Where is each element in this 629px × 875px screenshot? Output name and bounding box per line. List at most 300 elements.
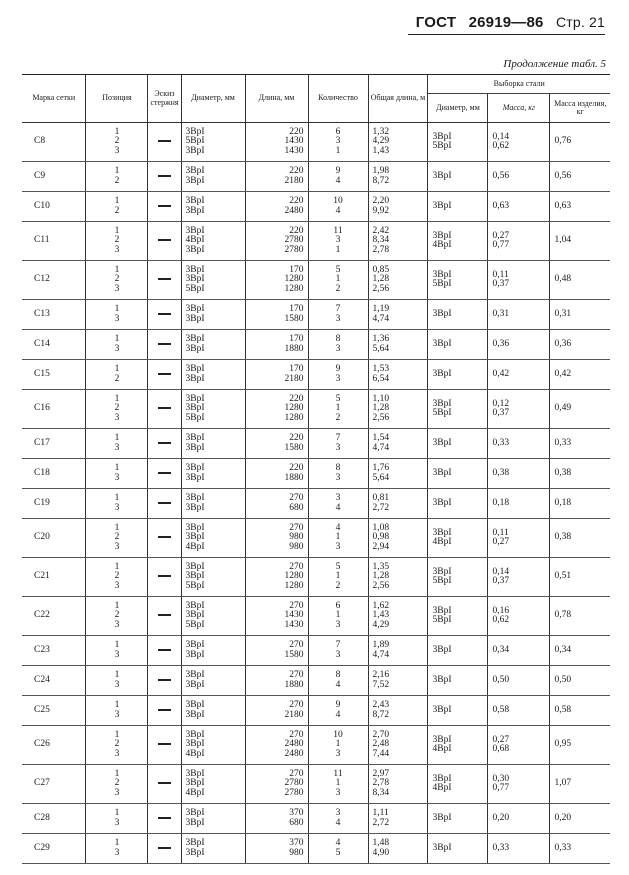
lengths-value: 270 bbox=[289, 522, 304, 533]
steel-masses-value: 0,27 bbox=[492, 537, 510, 547]
table-row bbox=[22, 726, 610, 765]
diameters-value: 3ВрI bbox=[185, 778, 205, 789]
positions-value: 3 bbox=[114, 541, 120, 552]
lengths-value: 1430 bbox=[284, 610, 304, 621]
total-lengths-value: 1,35 bbox=[372, 561, 390, 572]
steel-masses-value: 0,11 bbox=[492, 527, 509, 538]
product-mass: 0,38 bbox=[550, 459, 610, 489]
straight-rod-icon bbox=[158, 205, 171, 207]
lengths-value: 1280 bbox=[284, 403, 304, 414]
lengths bbox=[245, 558, 308, 597]
lengths-value: 1880 bbox=[284, 472, 304, 483]
quantities-value: 5 bbox=[335, 561, 341, 572]
diameters-value: 3ВрI bbox=[185, 126, 205, 137]
product-mass: 0,48 bbox=[550, 261, 610, 300]
table-row bbox=[22, 558, 610, 597]
steel-masses-value: 0,37 bbox=[492, 279, 510, 289]
steel-masses-value: 0,77 bbox=[492, 240, 510, 250]
steel-diameters bbox=[428, 390, 488, 429]
steel-masses-value: 0,62 bbox=[492, 615, 510, 625]
lengths-value: 220 bbox=[289, 225, 304, 236]
quantities bbox=[308, 558, 368, 597]
steel-masses-value: 0,37 bbox=[492, 576, 510, 586]
positions bbox=[86, 222, 148, 261]
table-row bbox=[22, 162, 610, 192]
positions-value: 1 bbox=[114, 768, 120, 779]
product-mass: 0,38 bbox=[550, 519, 610, 558]
lengths-value: 270 bbox=[289, 561, 304, 572]
product-mass: 1,04 bbox=[550, 222, 610, 261]
straight-rod-icon bbox=[158, 442, 171, 444]
diameters-value: 5ВрI bbox=[185, 580, 205, 591]
rod-sketch bbox=[148, 429, 181, 459]
steel-diameters bbox=[428, 123, 488, 162]
lengths-value: 370 bbox=[289, 808, 304, 818]
product-mass: 0,49 bbox=[550, 390, 610, 429]
total-lengths-value: 2,56 bbox=[372, 412, 390, 423]
product-mass: 0,18 bbox=[550, 489, 610, 519]
steel-diameters bbox=[428, 489, 488, 519]
positions-value: 2 bbox=[114, 136, 120, 147]
steel-masses bbox=[488, 123, 550, 162]
positions-value: 1 bbox=[114, 493, 120, 503]
col-steel-diameter: Диаметр, мм bbox=[428, 94, 488, 123]
diameters-value: 3ВрI bbox=[185, 196, 205, 206]
positions-value: 1 bbox=[114, 364, 120, 374]
total-lengths-value: 1,89 bbox=[372, 640, 390, 650]
positions bbox=[86, 261, 148, 300]
mesh-mark: С22 bbox=[22, 597, 86, 636]
diameters-value: 3ВрI bbox=[185, 640, 205, 650]
table-body bbox=[22, 123, 610, 864]
rod-sketch bbox=[148, 519, 181, 558]
diameters-value: 3ВрI bbox=[185, 739, 205, 750]
diameters-value: 3ВрI bbox=[185, 561, 205, 572]
positions-value: 1 bbox=[114, 433, 120, 443]
product-mass: 0,95 bbox=[550, 726, 610, 765]
total-lengths-value: 1,19 bbox=[372, 304, 390, 314]
steel-diameters-value: 3ВрI bbox=[432, 230, 452, 241]
steel-diameters-value: 4ВрI bbox=[432, 744, 452, 754]
total-lengths-value: 4,74 bbox=[372, 649, 390, 660]
rod-sketch bbox=[148, 558, 181, 597]
positions bbox=[86, 489, 148, 519]
quantities-value: 9 bbox=[335, 700, 341, 710]
lengths bbox=[245, 666, 308, 696]
quantities-value: 6 bbox=[335, 600, 341, 611]
quantities-value: 11 bbox=[333, 225, 343, 236]
total-lengths-value: 8,72 bbox=[372, 709, 390, 720]
quantities-value: 5 bbox=[335, 847, 341, 858]
quantities-value: 4 bbox=[335, 817, 341, 828]
quantities-value: 6 bbox=[335, 126, 341, 137]
col-steel-mass: Масса, кг bbox=[488, 94, 550, 123]
positions-value: 1 bbox=[114, 600, 120, 611]
product-mass: 0,58 bbox=[550, 696, 610, 726]
lengths bbox=[245, 162, 308, 192]
positions-value: 1 bbox=[114, 264, 120, 275]
total-lengths-value: 1,28 bbox=[372, 274, 390, 285]
quantities bbox=[308, 429, 368, 459]
lengths bbox=[245, 192, 308, 222]
diameters bbox=[181, 222, 245, 261]
positions-value: 1 bbox=[114, 640, 120, 650]
positions-value: 3 bbox=[114, 709, 120, 720]
positions bbox=[86, 804, 148, 834]
positions-value: 3 bbox=[114, 847, 120, 858]
diameters-value: 3ВрI bbox=[185, 205, 205, 216]
total-lengths-value: 0,85 bbox=[372, 264, 390, 275]
steel-diameters-value: 5ВрI bbox=[432, 615, 452, 625]
quantities bbox=[308, 123, 368, 162]
straight-rod-icon bbox=[158, 679, 171, 681]
lengths-value: 2180 bbox=[284, 175, 304, 186]
diameters-value: 3ВрI bbox=[185, 817, 205, 828]
total-lengths-value: 2,16 bbox=[372, 670, 390, 680]
steel-diameters-value: 3ВрI bbox=[432, 734, 452, 745]
total-lengths bbox=[368, 429, 428, 459]
positions-value: 2 bbox=[114, 274, 120, 285]
steel-diameters-value: 3ВрI bbox=[432, 269, 452, 280]
steel-masses bbox=[488, 390, 550, 429]
diameters bbox=[181, 300, 245, 330]
total-lengths-value: 1,62 bbox=[372, 600, 390, 611]
positions-value: 1 bbox=[114, 166, 120, 176]
total-lengths bbox=[368, 123, 428, 162]
lengths-value: 2180 bbox=[284, 709, 304, 720]
steel-diameters-value: 3ВрI bbox=[432, 467, 452, 478]
lengths bbox=[245, 123, 308, 162]
lengths bbox=[245, 300, 308, 330]
quantities bbox=[308, 489, 368, 519]
lengths-value: 220 bbox=[289, 166, 304, 176]
table-row bbox=[22, 459, 610, 489]
lengths bbox=[245, 636, 308, 666]
steel-masses bbox=[488, 459, 550, 489]
total-lengths-value: 2,56 bbox=[372, 283, 390, 294]
col-total-length: Общая длина, м bbox=[368, 75, 428, 123]
diameters-value: 3ВрI bbox=[185, 264, 205, 275]
quantities-value: 1 bbox=[335, 244, 341, 255]
product-mass: 0,50 bbox=[550, 666, 610, 696]
diameters-value: 3ВрI bbox=[185, 343, 205, 354]
lengths bbox=[245, 489, 308, 519]
diameters bbox=[181, 261, 245, 300]
quantities-value: 1 bbox=[335, 739, 341, 750]
diameters-value: 3ВрI bbox=[185, 808, 205, 818]
straight-rod-icon bbox=[158, 472, 171, 474]
lengths-value: 680 bbox=[289, 502, 304, 513]
quantities-value: 3 bbox=[335, 235, 341, 246]
total-lengths bbox=[368, 192, 428, 222]
mesh-mark: С20 bbox=[22, 519, 86, 558]
lengths-value: 980 bbox=[289, 847, 304, 858]
steel-masses-value: 0,36 bbox=[492, 338, 510, 349]
straight-rod-icon bbox=[158, 343, 171, 345]
diameters bbox=[181, 765, 245, 804]
steel-masses-value: 0,68 bbox=[492, 744, 510, 754]
diameters-value: 3ВрI bbox=[185, 463, 205, 473]
positions bbox=[86, 192, 148, 222]
positions-value: 3 bbox=[114, 442, 120, 453]
rod-sketch bbox=[148, 726, 181, 765]
total-lengths-value: 7,52 bbox=[372, 679, 390, 690]
table-row bbox=[22, 834, 610, 864]
steel-masses-value: 0,33 bbox=[492, 842, 510, 853]
steel-spec-table bbox=[22, 74, 610, 864]
standard-number: 26919—86 bbox=[468, 14, 544, 31]
total-lengths-value: 8,34 bbox=[372, 787, 390, 798]
positions-value: 3 bbox=[114, 244, 120, 255]
diameters-value: 3ВрI bbox=[185, 225, 205, 236]
quantities bbox=[308, 162, 368, 192]
steel-diameters bbox=[428, 162, 488, 192]
diameters-value: 3ВрI bbox=[185, 768, 205, 779]
steel-masses-value: 0,62 bbox=[492, 141, 510, 151]
positions-value: 2 bbox=[114, 403, 120, 414]
quantities bbox=[308, 765, 368, 804]
product-mass: 0,42 bbox=[550, 360, 610, 390]
total-lengths bbox=[368, 558, 428, 597]
diameters-value: 3ВрI bbox=[185, 649, 205, 660]
mesh-mark: С21 bbox=[22, 558, 86, 597]
quantities bbox=[308, 666, 368, 696]
table-row bbox=[22, 765, 610, 804]
lengths-value: 2180 bbox=[284, 373, 304, 384]
lengths-value: 220 bbox=[289, 126, 304, 137]
straight-rod-icon bbox=[158, 502, 171, 504]
steel-diameters-value: 5ВрI bbox=[432, 141, 452, 151]
steel-diameters-value: 3ВрI bbox=[432, 170, 452, 181]
diameters bbox=[181, 726, 245, 765]
diameters-value: 4ВрI bbox=[185, 748, 205, 759]
quantities-value: 3 bbox=[335, 373, 341, 384]
steel-masses bbox=[488, 666, 550, 696]
steel-diameters bbox=[428, 459, 488, 489]
steel-masses-value: 0,30 bbox=[492, 773, 510, 784]
lengths bbox=[245, 222, 308, 261]
quantities bbox=[308, 192, 368, 222]
quantities-value: 3 bbox=[335, 787, 341, 798]
steel-diameters-value: 3ВрI bbox=[432, 812, 452, 823]
total-lengths-value: 2,72 bbox=[372, 817, 390, 828]
steel-diameters-value: 3ВрI bbox=[432, 308, 452, 319]
positions bbox=[86, 300, 148, 330]
total-lengths bbox=[368, 222, 428, 261]
lengths-value: 270 bbox=[289, 768, 304, 779]
mesh-mark: С15 bbox=[22, 360, 86, 390]
lengths-value: 270 bbox=[289, 670, 304, 680]
steel-diameters-value: 5ВрI bbox=[432, 279, 452, 289]
rod-sketch bbox=[148, 489, 181, 519]
quantities-value: 3 bbox=[335, 313, 341, 324]
steel-masses bbox=[488, 222, 550, 261]
product-mass: 0,76 bbox=[550, 123, 610, 162]
straight-rod-icon bbox=[158, 278, 171, 280]
diameters-value: 3ВрI bbox=[185, 175, 205, 186]
straight-rod-icon bbox=[158, 407, 171, 409]
positions-value: 2 bbox=[114, 205, 120, 216]
diameters-value: 3ВрI bbox=[185, 274, 205, 285]
quantities-value: 4 bbox=[335, 502, 341, 513]
lengths-value: 1580 bbox=[284, 649, 304, 660]
steel-masses-value: 0,34 bbox=[492, 644, 510, 655]
total-lengths-value: 8,34 bbox=[372, 235, 390, 246]
steel-diameters-value: 4ВрI bbox=[432, 783, 452, 793]
mesh-mark: С26 bbox=[22, 726, 86, 765]
total-lengths-value: 4,74 bbox=[372, 313, 390, 324]
mesh-mark: С13 bbox=[22, 300, 86, 330]
mesh-mark: С17 bbox=[22, 429, 86, 459]
total-lengths-value: 4,90 bbox=[372, 847, 390, 858]
positions-value: 1 bbox=[114, 393, 120, 404]
lengths-value: 1880 bbox=[284, 343, 304, 354]
positions-value: 2 bbox=[114, 571, 120, 582]
diameters-value: 3ВрI bbox=[185, 244, 205, 255]
mesh-mark: С11 bbox=[22, 222, 86, 261]
diameters-value: 3ВрI bbox=[185, 522, 205, 533]
diameters-value: 3ВрI bbox=[185, 679, 205, 690]
lengths bbox=[245, 390, 308, 429]
steel-diameters-value: 3ВрI bbox=[432, 368, 452, 379]
total-lengths-value: 4,29 bbox=[372, 619, 390, 630]
mesh-mark: С24 bbox=[22, 666, 86, 696]
diameters bbox=[181, 162, 245, 192]
lengths-value: 270 bbox=[289, 493, 304, 503]
quantities-value: 4 bbox=[335, 709, 341, 720]
total-lengths-value: 1,53 bbox=[372, 364, 390, 374]
steel-diameters-value: 3ВрI bbox=[432, 497, 452, 508]
steel-diameters bbox=[428, 558, 488, 597]
steel-diameters-value: 3ВрI bbox=[432, 773, 452, 784]
quantities-value: 9 bbox=[335, 364, 341, 374]
steel-masses-value: 0,37 bbox=[492, 408, 510, 418]
lengths-value: 170 bbox=[289, 364, 304, 374]
table-row bbox=[22, 429, 610, 459]
diameters bbox=[181, 519, 245, 558]
table-row bbox=[22, 123, 610, 162]
total-lengths-value: 2,94 bbox=[372, 541, 390, 552]
lengths bbox=[245, 765, 308, 804]
quantities-value: 4 bbox=[335, 679, 341, 690]
mesh-mark: С18 bbox=[22, 459, 86, 489]
steel-diameters bbox=[428, 192, 488, 222]
table-row bbox=[22, 636, 610, 666]
total-lengths-value: 0,98 bbox=[372, 532, 390, 543]
total-lengths-value: 9,92 bbox=[372, 205, 390, 216]
diameters-value: 5ВрI bbox=[185, 283, 205, 294]
steel-masses bbox=[488, 519, 550, 558]
diameters bbox=[181, 804, 245, 834]
positions bbox=[86, 636, 148, 666]
total-lengths-value: 2,97 bbox=[372, 768, 390, 779]
diameters-value: 3ВрI bbox=[185, 166, 205, 176]
lengths-value: 1280 bbox=[284, 274, 304, 285]
positions bbox=[86, 726, 148, 765]
quantities-value: 3 bbox=[335, 808, 341, 818]
lengths-value: 2780 bbox=[284, 235, 304, 246]
diameters-value: 3ВрI bbox=[185, 472, 205, 483]
diameters bbox=[181, 360, 245, 390]
quantities-value: 9 bbox=[335, 166, 341, 176]
diameters-value: 3ВрI bbox=[185, 610, 205, 621]
total-lengths-value: 1,98 bbox=[372, 166, 390, 176]
diameters-value: 5ВрI bbox=[185, 136, 205, 147]
col-mark: Марка сетки bbox=[32, 93, 76, 103]
positions-value: 1 bbox=[114, 225, 120, 236]
diameters-value: 4ВрI bbox=[185, 787, 205, 798]
diameters bbox=[181, 558, 245, 597]
positions-value: 3 bbox=[114, 619, 120, 630]
diameters-value: 3ВрI bbox=[185, 670, 205, 680]
steel-diameters-value: 3ВрI bbox=[432, 704, 452, 715]
product-mass: 0,36 bbox=[550, 330, 610, 360]
lengths bbox=[245, 834, 308, 864]
steel-masses-value: 0,27 bbox=[492, 230, 510, 241]
quantities bbox=[308, 360, 368, 390]
quantities-value: 7 bbox=[335, 304, 341, 314]
standard-label: ГОСТ bbox=[415, 14, 457, 31]
straight-rod-icon bbox=[158, 575, 171, 577]
product-mass: 0,56 bbox=[550, 162, 610, 192]
quantities-value: 3 bbox=[335, 619, 341, 630]
steel-diameters-value: 3ВрI bbox=[432, 527, 452, 538]
steel-diameters bbox=[428, 360, 488, 390]
rod-sketch bbox=[148, 330, 181, 360]
total-lengths-value: 2,42 bbox=[372, 225, 390, 236]
lengths-value: 220 bbox=[289, 393, 304, 404]
rod-sketch bbox=[148, 666, 181, 696]
steel-diameters-value: 3ВрI bbox=[432, 842, 452, 853]
mesh-mark: С14 bbox=[22, 330, 86, 360]
quantities bbox=[308, 696, 368, 726]
rod-sketch bbox=[148, 696, 181, 726]
straight-rod-icon bbox=[158, 175, 171, 177]
diameters-value: 3ВрI bbox=[185, 373, 205, 384]
total-lengths bbox=[368, 300, 428, 330]
quantities bbox=[308, 261, 368, 300]
steel-diameters-value: 3ВрI bbox=[432, 131, 452, 142]
straight-rod-icon bbox=[158, 709, 171, 711]
total-lengths bbox=[368, 261, 428, 300]
positions bbox=[86, 330, 148, 360]
page-number: Стр. 21 bbox=[555, 14, 605, 30]
quantities-value: 3 bbox=[335, 748, 341, 759]
quantities-value: 7 bbox=[335, 433, 341, 443]
steel-diameters bbox=[428, 222, 488, 261]
table-row bbox=[22, 222, 610, 261]
total-lengths-value: 2,78 bbox=[372, 244, 390, 255]
diameters-value: 3ВрI bbox=[185, 847, 205, 858]
quantities-value: 1 bbox=[335, 403, 341, 414]
steel-diameters bbox=[428, 429, 488, 459]
table-row bbox=[22, 360, 610, 390]
diameters bbox=[181, 597, 245, 636]
steel-diameters bbox=[428, 765, 488, 804]
steel-masses bbox=[488, 597, 550, 636]
total-lengths bbox=[368, 459, 428, 489]
diameters bbox=[181, 834, 245, 864]
quantities-value: 3 bbox=[335, 472, 341, 483]
mesh-mark: С8 bbox=[22, 123, 86, 162]
total-lengths-value: 2,78 bbox=[372, 778, 390, 789]
positions bbox=[86, 429, 148, 459]
positions bbox=[86, 162, 148, 192]
rod-sketch bbox=[148, 300, 181, 330]
diameters bbox=[181, 636, 245, 666]
total-lengths bbox=[368, 726, 428, 765]
steel-masses bbox=[488, 429, 550, 459]
